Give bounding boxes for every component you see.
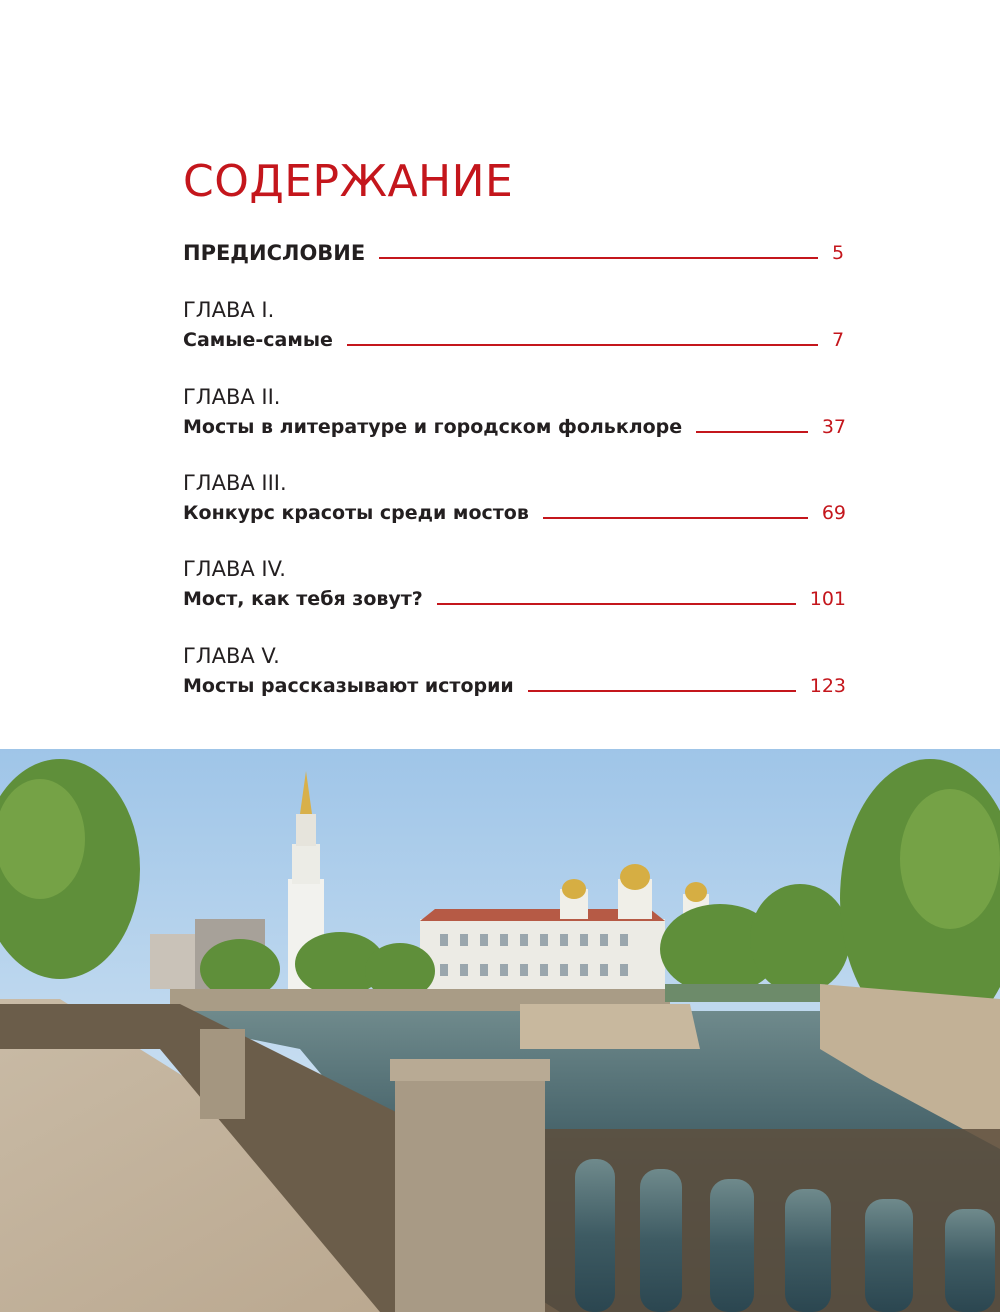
chapter-label: ГЛАВА V. bbox=[183, 644, 280, 668]
toc-entry-chapter-5[interactable] bbox=[183, 641, 846, 701]
chapter-label: ГЛАВА I. bbox=[183, 298, 275, 322]
page-number: 7 bbox=[832, 329, 845, 351]
toc-entry-chapter-3[interactable] bbox=[183, 468, 846, 528]
page-title: СОДЕРЖАНИЕ bbox=[183, 156, 514, 207]
toc-entry-title: Мосты рассказывают истории bbox=[183, 675, 514, 697]
leader-line bbox=[543, 517, 808, 519]
toc-entry-chapter-4[interactable] bbox=[183, 554, 846, 614]
toc-entry-title: Мост, как тебя зовут? bbox=[183, 588, 423, 610]
toc-entry-chapter-2[interactable] bbox=[183, 382, 846, 442]
toc-entry-title: Мосты в литературе и городском фольклоре bbox=[183, 416, 683, 438]
page-number: 123 bbox=[809, 675, 846, 697]
toc-entry-preface[interactable] bbox=[183, 238, 846, 268]
toc-entry-title: Конкурс красоты среди мостов bbox=[183, 502, 529, 524]
page-number: 101 bbox=[809, 588, 846, 610]
toc-entry-title: Самые-самые bbox=[183, 329, 333, 351]
toc-entry-chapter-1[interactable] bbox=[183, 295, 846, 355]
leader-line bbox=[528, 690, 796, 692]
page-number: 5 bbox=[832, 242, 845, 264]
leader-line bbox=[347, 344, 818, 346]
page-number: 37 bbox=[821, 416, 846, 438]
chapter-label: ГЛАВА II. bbox=[183, 385, 281, 409]
page-number: 69 bbox=[821, 502, 846, 524]
chapter-label: ГЛАВА IV. bbox=[183, 557, 286, 581]
leader-line bbox=[696, 431, 808, 433]
chapter-label: ГЛАВА III. bbox=[183, 471, 287, 495]
canal-photo bbox=[0, 749, 1000, 1312]
toc-entry-title: ПРЕДИСЛОВИЕ bbox=[183, 241, 366, 265]
leader-line bbox=[379, 257, 818, 259]
leader-line bbox=[437, 603, 796, 605]
